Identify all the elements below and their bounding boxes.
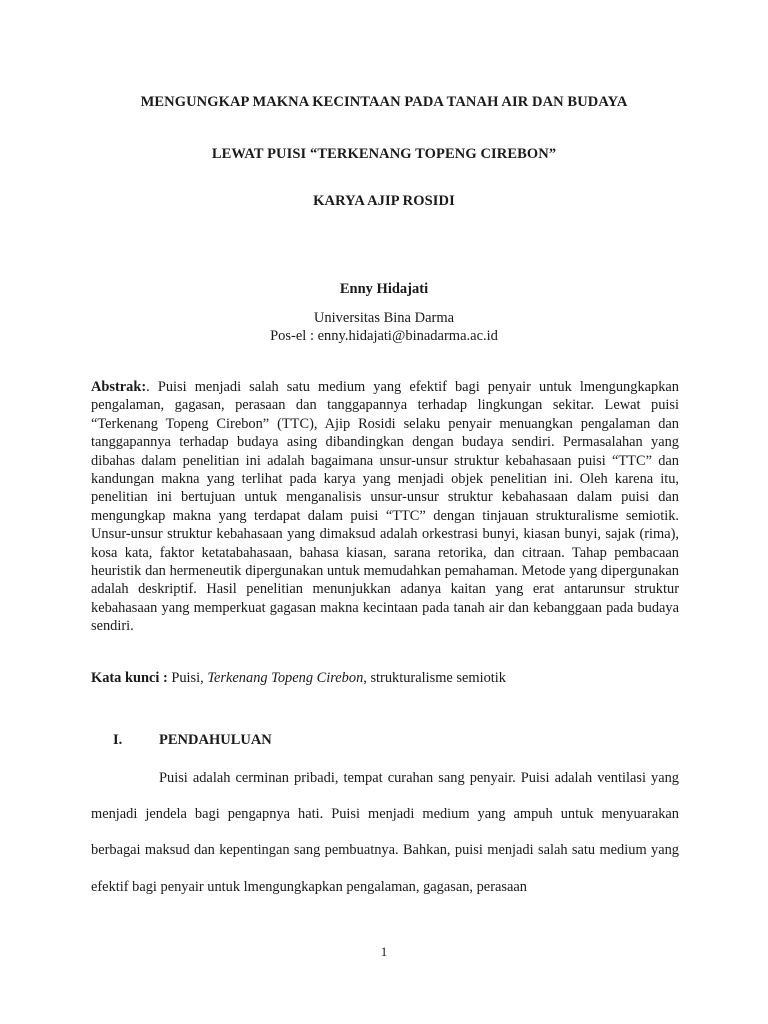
keywords-post: , strukturalisme semiotik (363, 670, 506, 686)
keywords-italic-title: Terkenang Topeng Cirebon (207, 670, 364, 686)
author-email: Pos-el : enny.hidajati@binadarma.ac.id (270, 328, 498, 344)
section-number: I. (113, 732, 123, 748)
body-paragraph: Puisi adalah cerminan pribadi, tempat curahan sang penyair. Puisi adalah ventilasi yang menjadi jendela bagi pengapnya hati. Puisi menjadi medium yang ampuh untuk menyuarakan berbagai maksud dan kepentingan sang pembuatnya. Bahkan, puisi menjadi salah satu medium yang efektif bagi penyair untuk lmengungkapkan pengalaman, gagasan, perasaan (91, 770, 679, 895)
title-line-1: MENGUNGKAP MAKNA KECINTAAN PADA TANAH AIR DAN BUDAYA (140, 94, 628, 110)
author-affiliation: Universitas Bina Darma (313, 310, 455, 326)
abstract-paragraph (91, 378, 679, 636)
title-line-3: KARYA AJIP ROSIDI (313, 193, 455, 209)
title-line-2: LEWAT PUISI “TERKENANG TOPENG CIREBON” (211, 146, 557, 162)
page-number: 1 (380, 944, 388, 959)
abstract-label: Abstrak: (91, 379, 147, 395)
section-title: PENDAHULUAN (159, 732, 272, 748)
author-name: Enny Hidajati (339, 281, 429, 297)
keywords-pre: Puisi, (167, 670, 208, 686)
keywords-label: Kata kunci : (91, 670, 168, 686)
keywords-line (91, 670, 679, 687)
abstract-text: . Puisi menjadi salah satu medium yang efektif bagi penyair untuk lmengungkapkan pengalaman, gagasan, perasaan dan tanggapannya terhadap lingkungan sekitar. Lewat puisi “Terkenang Topeng Cirebon” (TTC), Ajip Rosidi selaku penyair menuangkan pengalaman dan tanggapannya terhadap budaya asing dibandingkan dengan budaya sendiri. Permasalahan yang dibahas dalam penelitian ini adalah bagaimana unsur-unsur struktur kebahasaan puisi “TTC” dan kandungan makna yang terlihat pada karya yang menjadi objek penelitian ini. Oleh karena itu, penelitian ini bertujuan untuk menganalisis unsur-unsur struktur kebahasaan dalam puisi dan mengungkap makna yang terdapat dalam puisi “TTC” dengan tinjauan strukturalisme semiotik. Unsur-unsur struktur kebahasaan yang dimaksud adalah orkestrasi bunyi, kiasan bunyi, sajak (rima), kosa kata, faktor ketatabahasaan, bahasa kiasan, sarana retorika, dan citraan. Tahap pembacaan heuristik dan hermeneutik dipergunakan untuk memudahkan pemahaman. Metode yang dipergunakan adalah deskriptif. Hasil penelitian menunjukkan adanya kaitan yang erat antarunsur struktur kebahasaan yang memperkuat gagasan makna kecintaan pada tanah air dan kebanggaan pada budaya sendiri. (91, 379, 679, 635)
